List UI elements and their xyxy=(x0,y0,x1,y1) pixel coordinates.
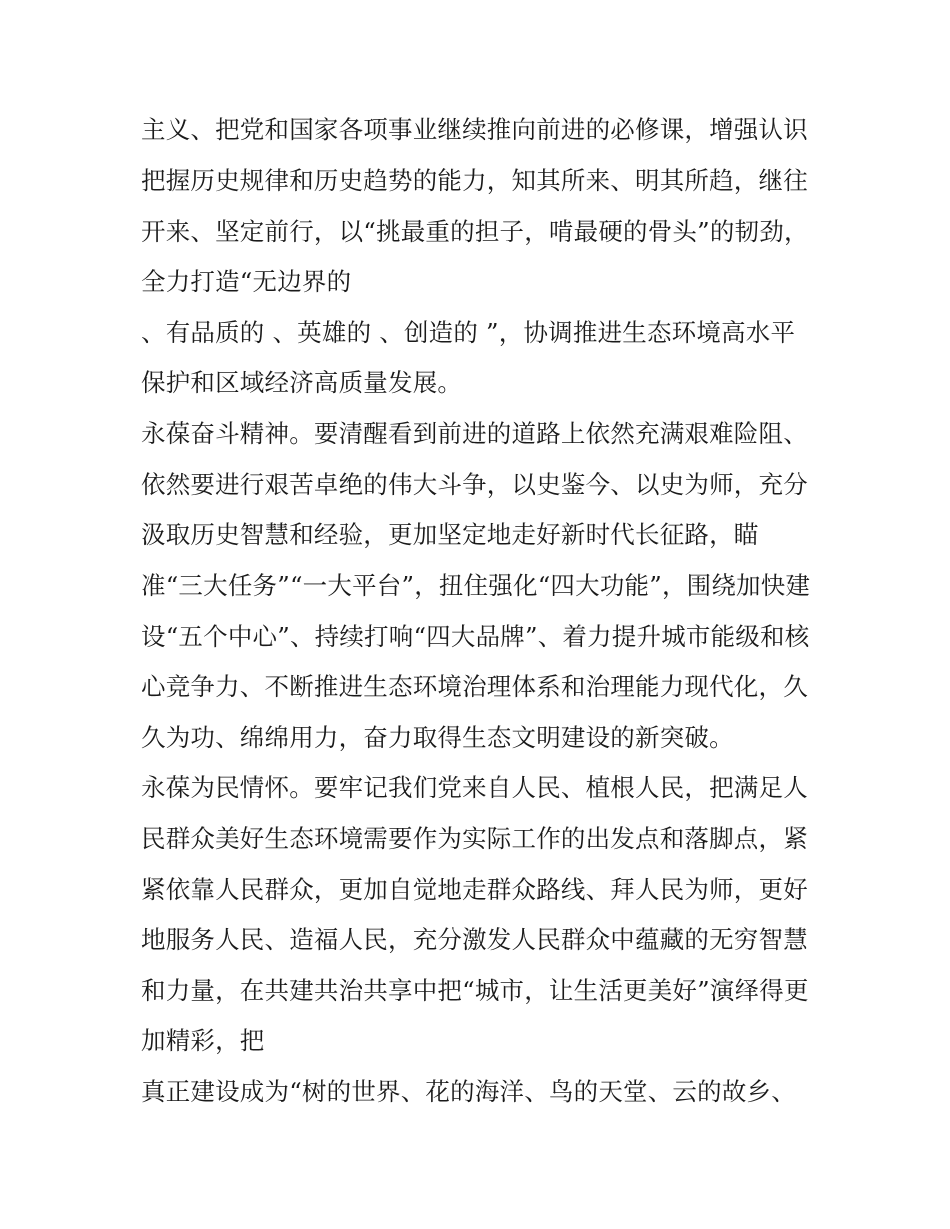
text-line-3: 开来、坚定前行，以“挑最重的担子，啃最硬的骨头”的韧劲， xyxy=(141,217,809,246)
text-line-14: 永葆为民情怀。要牢记我们党来自人民、植根人民，把满足人 xyxy=(141,773,808,802)
text-line-9: 汲取历史智慧和经验，更加坚定地走好新时代长征路，瞄 xyxy=(141,520,759,549)
text-line-12: 心竞争力、不断推进生态环境治理体系和治理能力现代化，久 xyxy=(141,672,808,701)
text-line-20: 真正建设成为“树的世界、花的海洋、鸟的天堂、云的故乡、 xyxy=(141,1077,796,1106)
text-line-18: 和力量，在共建共治共享中把“城市，让生活更美好”演绎得更 xyxy=(141,976,809,1005)
text-line-15: 民群众美好生态环境需要作为实际工作的出发点和落脚点，紧 xyxy=(141,824,808,853)
text-line-13: 久为功、绵绵用力，奋力取得生态文明建设的新突破。 xyxy=(141,723,734,752)
text-line-6: 保护和区域经济高质量发展。 xyxy=(141,368,463,397)
text-line-2: 把握历史规律和历史趋势的能力，知其所来、明其所趋，继往 xyxy=(141,166,808,195)
text-line-4: 全力打造“无边界的 xyxy=(141,267,352,296)
text-line-7: 永葆奋斗精神。要清醒看到前进的道路上依然充满艰难险阻、 xyxy=(141,419,808,448)
text-line-1: 主义、把党和国家各项事业继续推向前进的必修课，增强认识 xyxy=(141,115,808,144)
text-line-10: 准“三大任务”“一大平台”，扭住强化“四大功能”，围绕加快建 xyxy=(141,571,811,600)
text-line-5: 、有品质的 、英雄的 、创造的 ”，协调推进生态环境高水平 xyxy=(141,318,796,347)
text-line-8: 依然要进行艰苦卓绝的伟大斗争，以史鉴今、以史为师，充分 xyxy=(141,470,808,499)
text-line-17: 地服务人民、造福人民，充分激发人民群众中蕴藏的无穷智慧 xyxy=(141,925,808,954)
text-line-16: 紧依靠人民群众，更加自觉地走群众路线、拜人民为师，更好 xyxy=(141,875,808,904)
text-line-11: 设“五个中心”、持续打响“四大品牌”、着力提升城市能级和核 xyxy=(141,622,810,651)
text-line-19: 加精彩，把 xyxy=(141,1026,265,1055)
